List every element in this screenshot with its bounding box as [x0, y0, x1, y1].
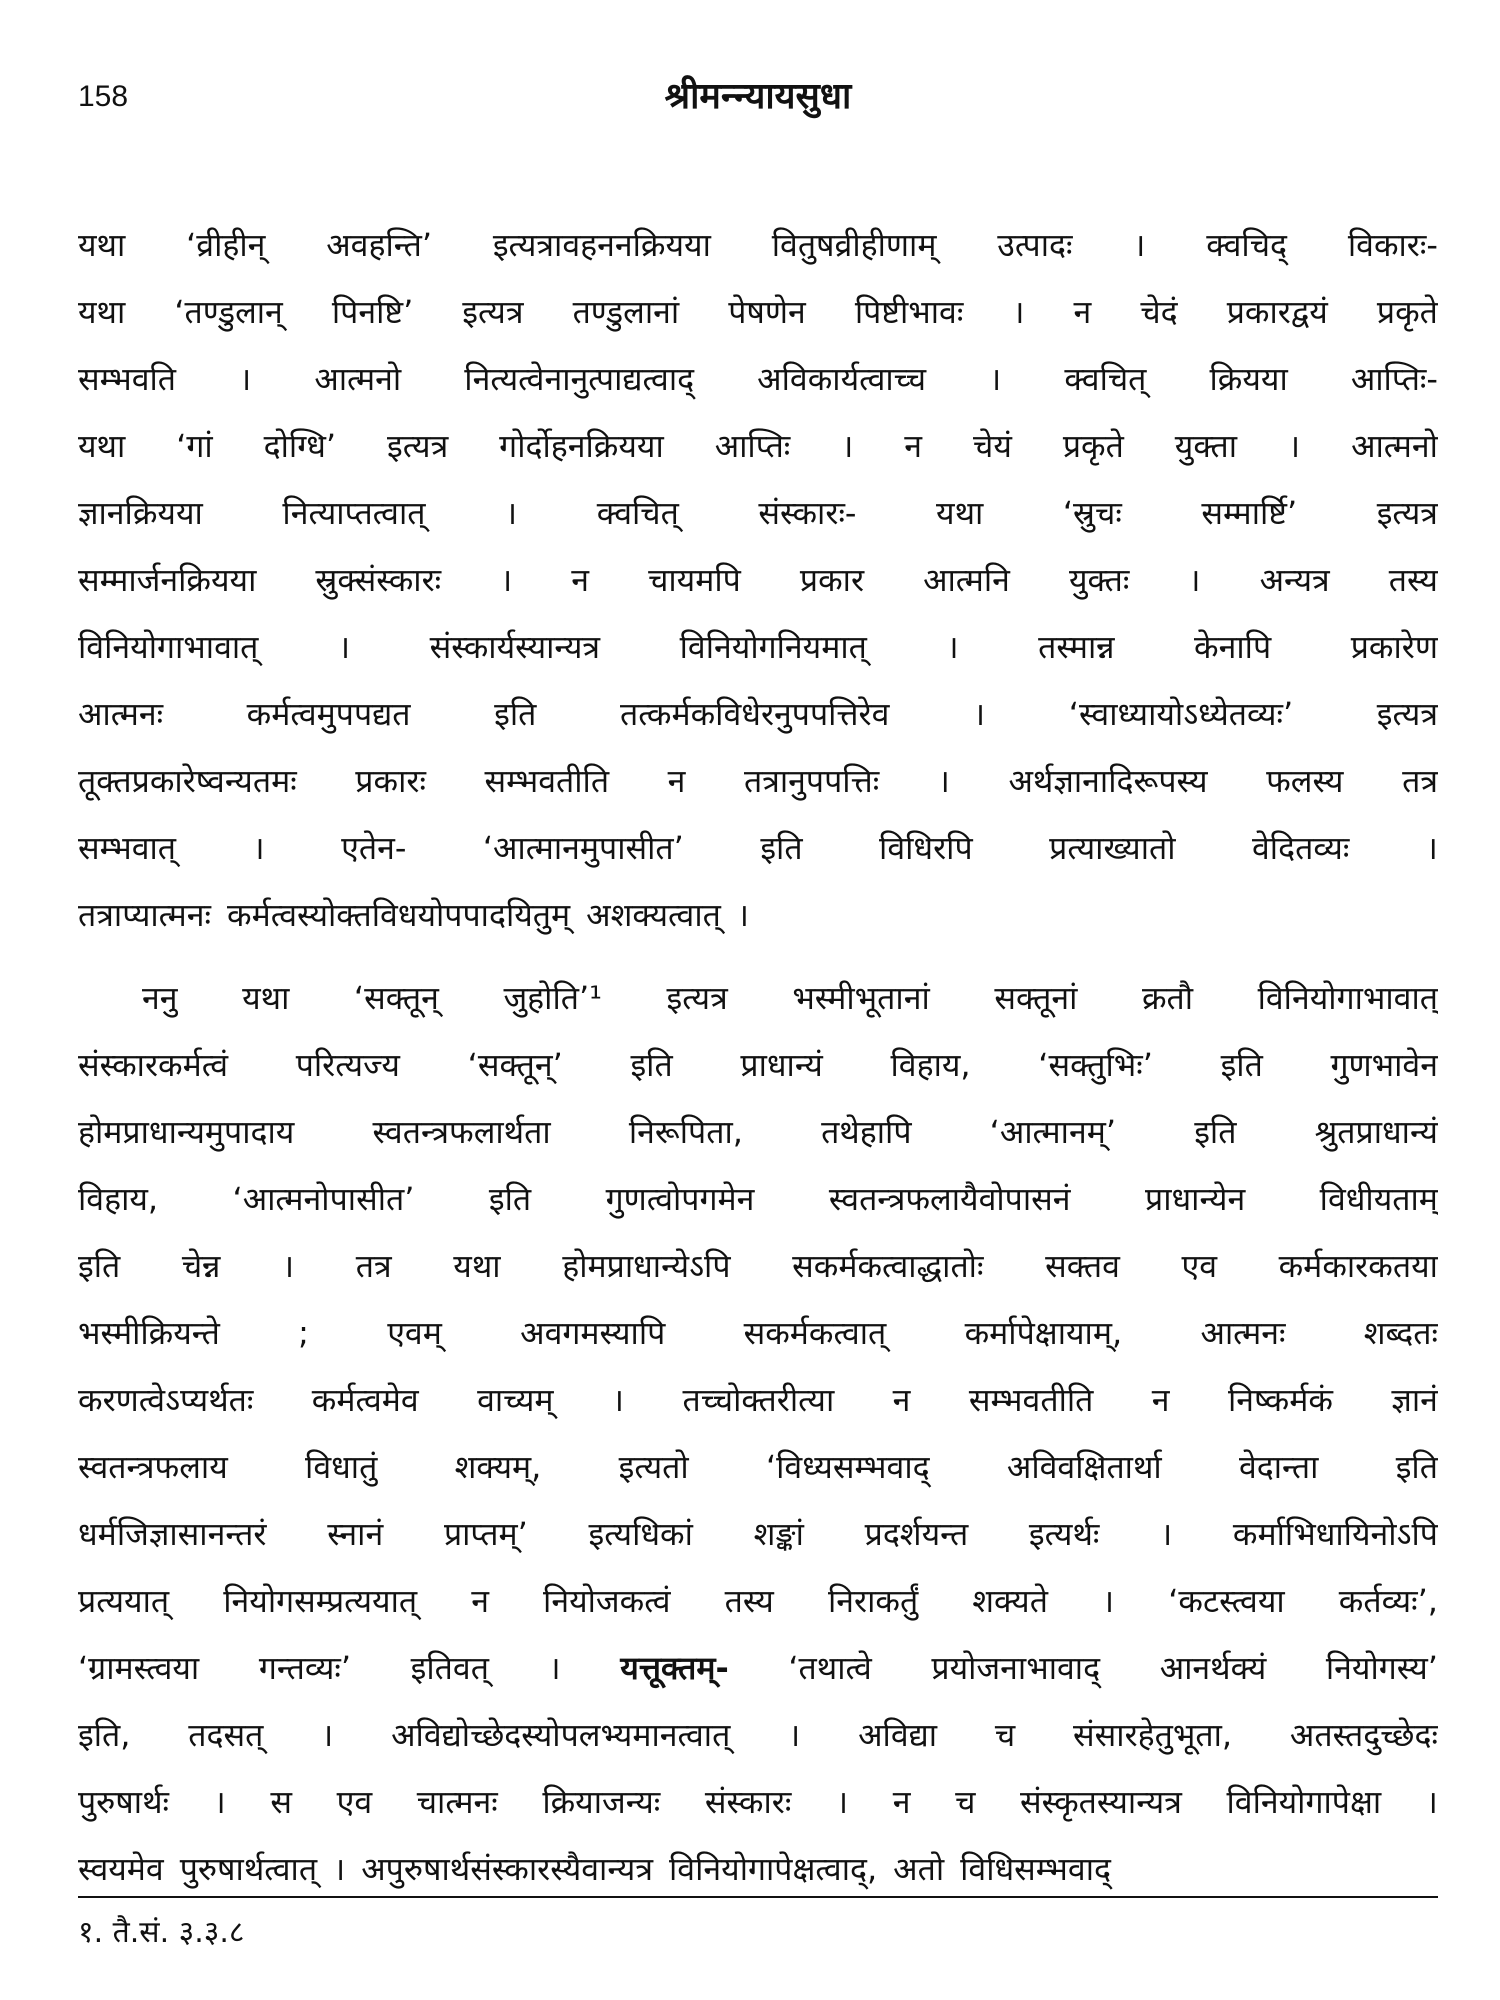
text-line: यथा ‘तण्डुलान् पिनष्टि’ इत्यत्र तण्डुलानां पेषणेन पिष्टीभावः । न चेदं प्रकारद्वयं प्रकृते	[78, 293, 1438, 331]
text-line: तूक्तप्रकारेष्वन्यतमः प्रकारः सम्भवतीति न तत्रानुपपत्तिः । अर्थज्ञानादिरूपस्य फलस्य तत्र	[78, 762, 1438, 800]
text-line: सम्मार्जनक्रियया स्रुक्संस्कारः । न चायमपि प्रकार आत्मनि युक्तः । अन्यत्र तस्य	[78, 561, 1438, 599]
footnote-divider	[78, 1896, 1438, 1898]
text-line: विहाय, ‘आत्मनोपासीत’ इति गुणत्वोपगमेन स्वतन्त्रफलायैवोपासनं प्राधान्येन विधीयताम्	[78, 1180, 1438, 1218]
text-line: इति चेन्न । तत्र यथा होमप्राधान्येऽपि सकर्मकत्वाद्धातोः सक्तव एव कर्मकारकतया	[78, 1247, 1438, 1285]
text-line: स्वयमेव पुरुषार्थत्वात् । अपुरुषार्थसंस्कारस्यैवान्यत्र विनियोगापेक्षत्वाद्, अतो विधिसम्भवाद्	[78, 1850, 1111, 1888]
text-line: तत्राप्यात्मनः कर्मत्वस्योक्तविधयोपपादयितुम् अशक्यत्वात् ।	[78, 896, 750, 934]
paragraph	[78, 212, 1438, 949]
page-number: 158	[78, 80, 129, 113]
text-line: होमप्राधान्यमुपादाय स्वतन्त्रफलार्थता निरूपिता, तथेहापि ‘आत्मानम्’ इति श्रुतप्राधान्यं	[78, 1113, 1438, 1151]
paragraph	[78, 965, 1438, 1903]
text-line: सम्भवात् । एतेन- ‘आत्मानमुपासीत’ इति विधिरपि प्रत्याख्यातो वेदितव्यः ।	[78, 829, 1438, 867]
text-line: सम्भवति । आत्मनो नित्यत्वेनानुत्पाद्यत्वाद् अविकार्यत्वाच्च । क्वचित् क्रियया आप्तिः-	[78, 360, 1438, 398]
text-line: विनियोगाभावात् । संस्कार्यस्यान्यत्र विनियोगनियमात् । तस्मान्न केनापि प्रकारेण	[78, 628, 1438, 666]
footnote: १. तै.सं. ३.३.८	[78, 1915, 245, 1950]
text-line: इति, तदसत् । अविद्योच्छेदस्योपलभ्यमानत्वात् । अविद्या च संसारहेतुभूता, अतस्तदुच्छेदः	[78, 1716, 1438, 1754]
text-line: प्रत्ययात् नियोगसम्प्रत्ययात् न नियोजकत्वं तस्य निराकर्तुं शक्यते । ‘कटस्त्वया कर्तव्यः’,	[78, 1582, 1438, 1620]
page-header	[78, 70, 1438, 130]
text-line: ‘ग्रामस्त्वया गन्तव्यः’ इतिवत् । यत्तूक्तम्- ‘तथात्वे प्रयोजनाभावाद् आनर्थक्यं नियोगस्य’	[78, 1649, 1438, 1687]
text-line: आत्मनः कर्मत्वमुपपद्यत इति तत्कर्मकविधेरनुपपत्तिरेव । ‘स्वाध्यायोऽध्येतव्यः’ इत्यत्र	[78, 695, 1438, 733]
text-line: करणत्वेऽप्यर्थतः कर्मत्वमेव वाच्यम् । तच्चोक्तरीत्या न सम्भवतीति न निष्कर्मकं ज्ञानं	[78, 1381, 1438, 1419]
text-line: ननु यथा ‘सक्तून् जुहोति’¹ इत्यत्र भस्मीभूतानां सक्तूनां क्रतौ विनियोगाभावात्	[142, 979, 1438, 1017]
text-line: ज्ञानक्रियया नित्याप्तत्वात् । क्वचित् संस्कारः- यथा ‘स्रुचः सम्मार्ष्टि’ इत्यत्र	[78, 494, 1438, 532]
text-line: यथा ‘व्रीहीन् अवहन्ति’ इत्यत्रावहननक्रियया वितुषव्रीहीणाम् उत्पादः । क्वचिद् विकारः-	[78, 226, 1438, 264]
text-line: स्वतन्त्रफलाय विधातुं शक्यम्, इत्यतो ‘विध्यसम्भवाद् अविवक्षितार्था वेदान्ता इति	[78, 1448, 1438, 1486]
text-line: संस्कारकर्मत्वं परित्यज्य ‘सक्तून्’ इति प्राधान्यं विहाय, ‘सक्तुभिः’ इति गुणभावेन	[78, 1046, 1438, 1084]
text-line: यथा ‘गां दोग्धि’ इत्यत्र गोर्दोहनक्रियया आप्तिः । न चेयं प्रकृते युक्ता । आत्मनो	[78, 427, 1438, 465]
text-line: पुरुषार्थः । स एव चात्मनः क्रियाजन्यः संस्कारः । न च संस्कृतस्यान्यत्र विनियोगापेक्षा ।	[78, 1783, 1438, 1821]
running-title: श्रीमन्न्यायसुधा	[664, 76, 852, 117]
text-line: धर्मजिज्ञासानन्तरं स्नानं प्राप्तम्’ इत्यधिकां शङ्कां प्रदर्शयन्त इत्यर्थः । कर्माभिधायिनोऽपि	[78, 1515, 1438, 1553]
text-line: भस्मीक्रियन्ते ; एवम् अवगमस्यापि सकर्मकत्वात् कर्मापेक्षायाम्, आत्मनः शब्दतः	[78, 1314, 1438, 1352]
body-text	[78, 212, 1438, 1903]
